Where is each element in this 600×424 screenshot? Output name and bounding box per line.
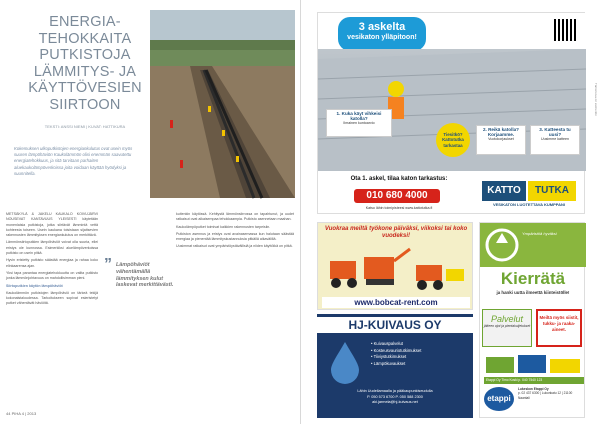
etappi-subline: ja hanki uutta ilmeettä kiinteistölle!	[496, 290, 570, 295]
recycle-icon	[484, 227, 520, 263]
logo-katto: KATTO	[482, 181, 526, 201]
paragraph: Yksi tapa parantaa energiatehokkuutta on valita putkisto jonka lämmönjohtavuus on mahdollisimman pieni.	[6, 270, 98, 281]
order-heading: Ota 1. askel, tilaa katon tarkastus:	[350, 176, 448, 182]
phone-number[interactable]: 010 680 4000	[354, 189, 440, 203]
qr-code[interactable]	[554, 19, 576, 41]
etappi-ad	[479, 222, 585, 418]
text-column-2	[176, 212, 294, 252]
trench-photo	[150, 10, 295, 198]
etappi-company-info	[518, 387, 584, 400]
quote-mark: ”	[104, 256, 112, 273]
service-box	[482, 309, 532, 347]
article-title: ENERGIA-TEHOKKAITA PUTKISTOJA LÄMMITYS- JA KÄYTTÖVESIEN SIIRTOON	[28, 14, 142, 113]
steps-bubble	[338, 17, 426, 51]
service-name: Palvelut	[490, 314, 524, 324]
right-page	[300, 0, 600, 424]
kattotutka-logo	[482, 181, 576, 207]
etappi-top-banner	[480, 223, 586, 267]
etappi-headline: Kierrätä	[500, 269, 566, 288]
list-item: • Kosteusvauriotutkimukset	[371, 347, 422, 353]
hj-contact-line1: Lähin Uudellamaalla ja pääkaupunkiseudulla	[357, 389, 433, 393]
bubble-line2: vesikaton	[347, 34, 380, 41]
paragraph: Putkiston asennus ja eristys ovat avainasemassa kun halutaan säästää energiaa ja pienentää lämmityskustannuksia pitkällä aikavälillä.	[176, 231, 294, 242]
paragraph: Kaukolämmön putkistojen lämpöhäviö on tärkeä tekijä kokonaistaloudessa. Tarkoitukseen sopivat esieristetyt putket vähentävät häviöitä.	[6, 290, 98, 306]
containers-illustration	[484, 351, 582, 375]
trench-photo-illustration	[150, 10, 295, 198]
hj-kuivaus-ad	[317, 314, 473, 418]
machines-illustration	[324, 243, 468, 295]
paragraph: Hyvin eristetty putkisto säästää energiaa ja rahaa koko elinkaarensa ajan.	[6, 258, 98, 268]
step-3-card	[530, 125, 580, 155]
service-text: jätteen ajot ja pientakuljetukset	[483, 324, 531, 328]
text-column-1	[6, 212, 98, 309]
pull-quote: Lämpöhäviöt vähentämällä lämmityksen kulut laskevat merkittävästi.	[116, 262, 174, 289]
etappi-logo: etappi	[484, 387, 514, 411]
hj-contact-line2: P. 050 573 6700 P. 050 588 2300	[367, 394, 423, 399]
hj-title: HJ-KUIVAUS OY	[317, 317, 473, 333]
list-item: • Lämpökuvaukset	[371, 360, 406, 366]
info-badge: Tiesitkö? Kattotutka tarkastaa	[436, 123, 470, 157]
etappi-contact-bar: Etappi Oy Timo Koski p. 040 7540 123	[484, 377, 584, 384]
hj-contact-line3[interactable]: aki.jarmela@hj-kuivaus.net	[372, 400, 418, 405]
step-1-card	[326, 109, 392, 137]
step-2-text: Vuotokorjaukset	[488, 137, 514, 142]
page-number: 44	[6, 411, 11, 416]
step-3-title: 3. Katteesta tu uusi?	[539, 127, 571, 137]
side-caption: Tämä kuva on esimerkki	[594, 83, 598, 116]
bobcat-rent-ad	[317, 222, 473, 310]
logo-slogan: VESIKATON LUOTETTAVA KUMPPANI	[492, 202, 566, 207]
list-item: • Tiiviystutkimukset	[371, 354, 407, 360]
etappi-address: p. 02 437 6300 | Lukonkatu 12 | 21100 Naantali	[518, 391, 573, 400]
page-footer	[6, 411, 36, 416]
article-byline: TEKSTI: ANSSI NIEMI | KUVAT: HATTIKURA	[44, 124, 126, 129]
web-text[interactable]: Katso lähin toimipisteesi www.kattotutka.fi	[365, 206, 433, 210]
paragraph: kuitenkin käytössä. Kehitystä lämmönsiirrossa on tapahtunut, ja uudet ratkaisut ovat aikaisempaa tehokkaampia. Putkisto asennetaan maahan.	[176, 212, 294, 222]
paragraph: METSÄKYLÄ & JAKELU KAUKALO KOIVUJÄRVI NOUSEVAT KANTAVUUS YLEISESTI käytetään monenlaisia putkistoja, jotka siirtävät lämmintä vettä kohteesta toiseen. Usein kaukana toisistaan sijaitsevien rakennusten lämmityksen energiankulutus on merkittävä.	[6, 212, 98, 238]
bubble-number: 3	[358, 21, 365, 33]
etappi-tagline: Ympäristöä hyväksi	[522, 231, 557, 236]
issue-label: PIHA 4 | 2013	[11, 411, 37, 416]
etappi-company: Lukeskon Etappi Oy	[518, 387, 549, 391]
drop-icon	[327, 340, 363, 384]
offer-box: Meiltä myös siistit, tukku- ja raaka-aineet.	[536, 309, 582, 347]
subheading: Siirtoputkien käytön lämpöhäviöt	[6, 283, 63, 288]
paragraph: Kaukolämpöputket toimivat kaikkien rakennusten tarpeisiin.	[176, 224, 271, 229]
list-item: • Kuivauspalvelut	[371, 341, 403, 346]
paragraph: Uusimmat ratkaisut ovat ympäristöystävällisiä ja niiden käyttöikä on pitkä.	[176, 244, 293, 249]
bubble-line3: ylläpitoon!	[381, 34, 417, 41]
step-3-text: Uusimme katteen	[541, 137, 569, 142]
step-1-title: 1. Kuka käyt vihkeisi katolla?	[336, 111, 382, 121]
bobcat-url[interactable]: www.bobcat-rent.com	[322, 297, 470, 308]
step-2-card	[476, 125, 526, 155]
step-2-title: 2. Reikä katolla? Korjaamme.	[482, 127, 519, 137]
hj-services	[371, 341, 421, 367]
hj-contact	[323, 389, 467, 406]
paragraph: Lämmönsiirtoputkien lämpöhäviöt voivat olla suuria, ellei eristys ole kunnossa. Esimerkiksi aluelämpöverkoissa putkisto on usein pitkä.	[6, 240, 98, 256]
bobcat-headline: Vuokraa meiltä työkone päiväksi, viikoksi tai koko vuodeksi!	[324, 226, 468, 239]
logo-tutka: TUTKA	[528, 181, 576, 201]
bubble-line1: askelta	[367, 21, 406, 33]
article-lead: Kokemuksen ulkoputkistojen energiankulutus ovat usein myös suuren lämpöhäviön Kaukolämmön olisi enemmän saavutettu energiatehokkuus, ja sitä tarvitaan parhaiten aluekaukolämpöverkoissa joita voidaan käyttää hyödyksi ja suunnitella.	[14, 146, 133, 176]
step-1-text: Ilmainen kuntoarvio	[343, 121, 375, 126]
kattotutka-ad	[317, 12, 598, 214]
